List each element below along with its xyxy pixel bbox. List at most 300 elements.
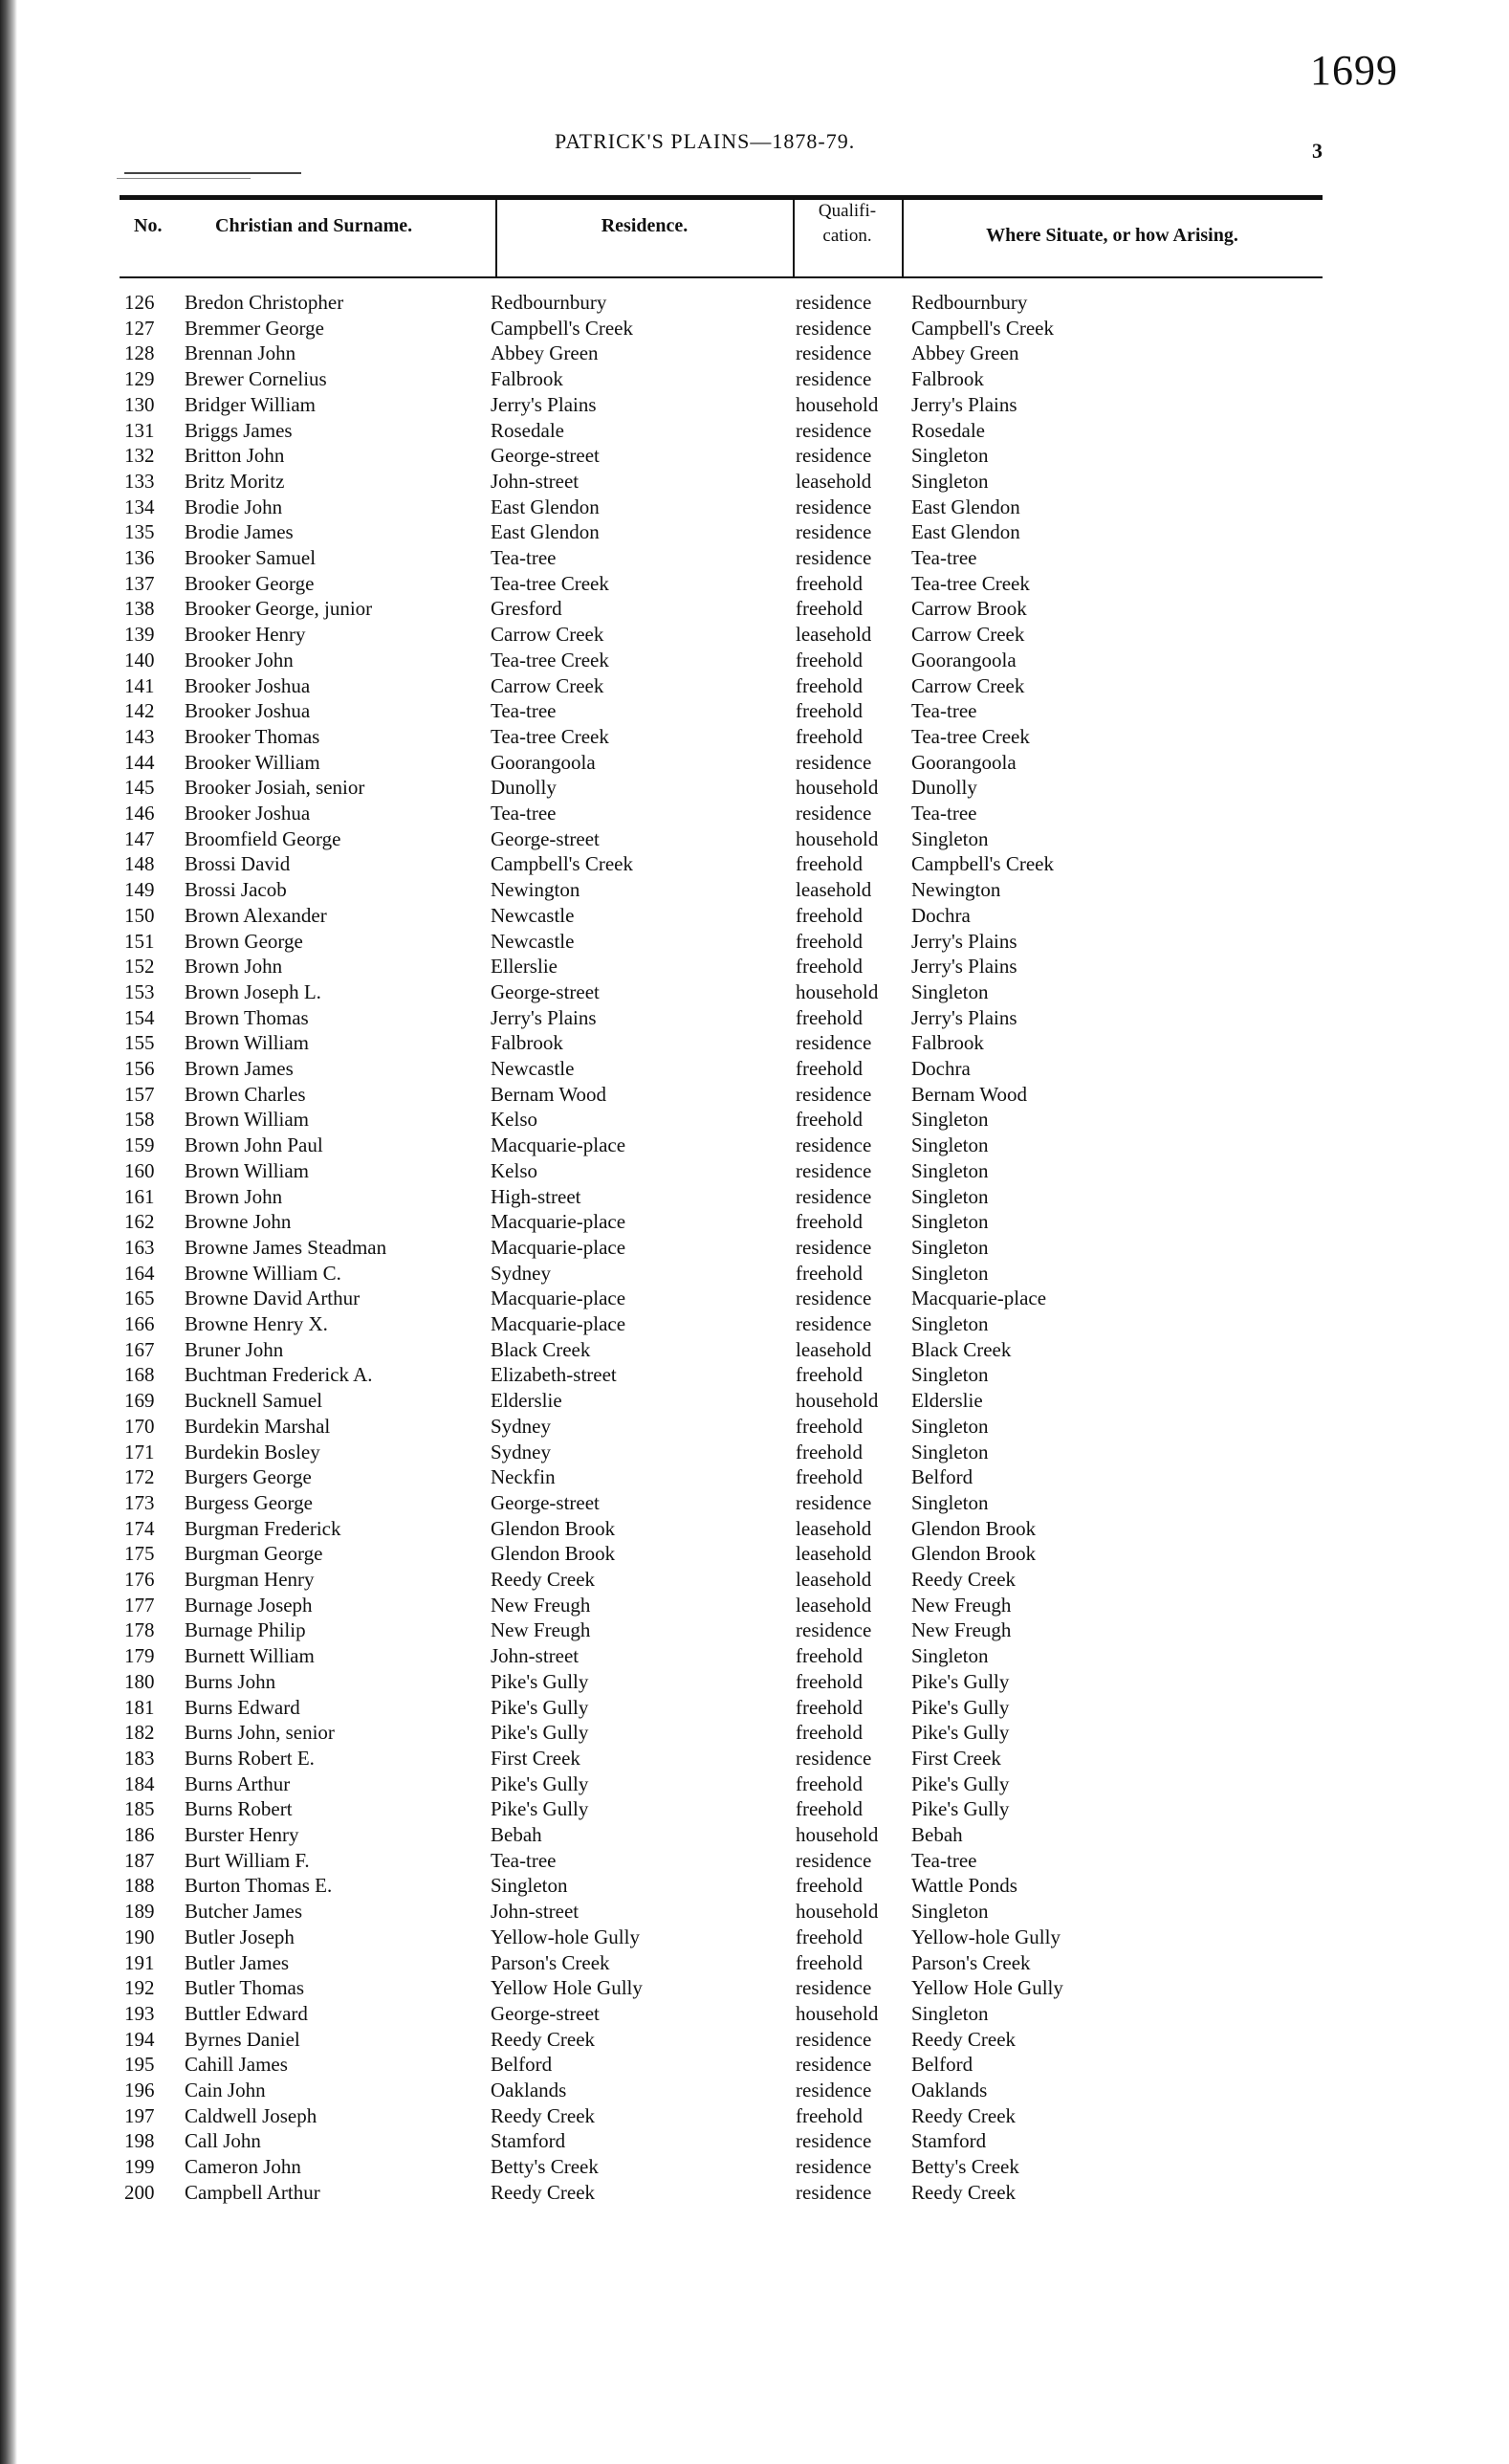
entry-qualification: residence [796,1082,872,1106]
page-number: 1699 [1310,47,1398,94]
entry-qualification: residence [796,2027,872,2051]
table-row [0,1261,1509,1286]
entry-name: Bridger William [185,392,316,416]
table-row [0,1464,1509,1489]
entry-name: Browne James Steadman [185,1235,387,1259]
entry-name: Burdekin Bosley [185,1440,320,1463]
table-row [0,1440,1509,1464]
entry-residence: Tea-tree [491,699,557,723]
entry-number: 138 [124,597,155,621]
entry-name: Brooker John [185,648,294,671]
entry-where-situate: Singleton [911,444,989,468]
entry-where-situate: Pike's Gully [911,1797,1010,1821]
entry-residence: Reedy Creek [491,1568,596,1591]
entry-where-situate: Tea-tree [911,699,977,723]
table-row [0,1209,1509,1234]
entry-residence: New Freugh [491,1593,591,1617]
entry-qualification: freehold [796,1797,863,1821]
entry-residence: Pike's Gully [491,1721,589,1745]
entry-qualification: residence [796,367,872,391]
entry-residence: Belford [491,2053,553,2077]
entry-residence: Kelso [491,1108,537,1132]
entry-where-situate: Singleton [911,1490,989,1514]
entry-residence: New Freugh [491,1618,591,1642]
table-row [0,1771,1509,1796]
table-row [0,1669,1509,1694]
entry-number: 147 [124,826,155,850]
entry-number: 142 [124,699,155,723]
entry-where-situate: East Glendon [911,495,1020,518]
entry-number: 134 [124,495,155,518]
entry-qualification: residence [796,444,872,468]
entry-qualification: residence [796,1312,872,1335]
entry-residence: Singleton [491,1874,568,1898]
entry-where-situate: Tea-tree [911,802,977,825]
entry-residence: Elizabeth-street [491,1363,617,1387]
entry-qualification: freehold [796,597,863,621]
table-row [0,2180,1509,2205]
entry-name: Cahill James [185,2053,288,2077]
entry-residence: Newcastle [491,929,575,953]
entry-residence: Oaklands [491,2079,567,2101]
table-row [0,1337,1509,1362]
table-row [0,1950,1509,1975]
entry-number: 150 [124,903,155,927]
table-row [0,1541,1509,1566]
entry-residence: Newcastle [491,1057,575,1080]
table-row [0,571,1509,596]
sheet-number: 3 [1312,139,1323,163]
table-row [0,1490,1509,1515]
entry-residence: John-street [491,1900,580,1924]
entry-name: Brown George [185,929,303,953]
table-row [0,1567,1509,1592]
entry-name: Browne William C. [185,1261,341,1285]
entry-number: 196 [124,2079,155,2101]
table-row [0,495,1509,519]
table-row [0,2027,1509,2052]
table-row [0,1107,1509,1132]
entry-residence: Macquarie-place [491,1287,626,1310]
entry-qualification: freehold [796,1771,863,1795]
entry-residence: Pike's Gully [491,1695,589,1719]
entry-residence: Macquarie-place [491,1210,626,1234]
table-row [0,392,1509,417]
entry-where-situate: Black Creek [911,1337,1012,1361]
entry-residence: Tea-tree Creek [491,648,609,671]
page-title: PATRICK'S PLAINS—1878-79. [555,129,856,153]
table-row [0,418,1509,443]
entry-residence: Dunolly [491,776,557,800]
entry-where-situate: Wattle Ponds [911,1874,1017,1898]
entry-residence: First Creek [491,1746,580,1770]
entry-qualification: residence [796,1490,872,1514]
entry-name: Brown John Paul [185,1133,323,1157]
entry-qualification: residence [796,2155,872,2179]
entry-where-situate: Singleton [911,1133,989,1157]
table-row [0,1235,1509,1260]
entry-qualification: residence [796,802,872,825]
entry-qualification: residence [796,1184,872,1208]
entry-name: Bucknell Samuel [185,1389,323,1413]
entry-where-situate: Elderslie [911,1389,983,1413]
entry-name: Brooker Joshua [185,673,311,697]
table-row [0,2052,1509,2077]
entry-where-situate: Stamford [911,2129,987,2153]
entry-name: Burgess George [185,1490,313,1514]
entry-number: 191 [124,1950,155,1974]
entry-name: Brown William [185,1031,310,1055]
entry-number: 173 [124,1490,155,1514]
entry-name: Brooker Josiah, senior [185,776,365,800]
entry-where-situate: Dochra [911,903,971,927]
entry-residence: East Glendon [491,520,600,544]
entry-number: 179 [124,1644,155,1668]
entry-qualification: household [796,1389,879,1413]
entry-number: 160 [124,1158,155,1182]
entry-number: 172 [124,1465,155,1489]
entry-qualification: residence [796,2079,872,2101]
entry-name: Burton Thomas E. [185,1874,333,1898]
entry-qualification: residence [796,1235,872,1259]
table-row [0,2001,1509,2026]
entry-name: Burns Robert [185,1797,293,1821]
entry-where-situate: Singleton [911,826,989,850]
entry-name: Byrnes Daniel [185,2027,300,2051]
entry-name: Butcher James [185,1900,303,1924]
entry-number: 186 [124,1823,155,1846]
entry-qualification: freehold [796,1465,863,1489]
entry-residence: Tea-tree Creek [491,571,609,595]
entry-qualification: freehold [796,1210,863,1234]
entry-name: Burnett William [185,1644,315,1668]
entry-qualification: freehold [796,648,863,671]
table-row [0,596,1509,621]
entry-where-situate: Pike's Gully [911,1721,1010,1745]
entry-number: 197 [124,2103,155,2127]
entry-name: Brooker William [185,750,320,774]
table-row [0,2128,1509,2153]
entry-name: Brodie James [185,520,294,544]
table-row [0,1848,1509,1873]
entry-name: Brooker Joshua [185,699,311,723]
entry-number: 200 [124,2180,155,2204]
entry-where-situate: Rosedale [911,418,985,442]
entry-name: Brooker Henry [185,623,306,647]
entry-where-situate: Falbrook [911,1031,984,1055]
entry-where-situate: Reedy Creek [911,2103,1017,2127]
table-row [0,698,1509,723]
entry-number: 126 [124,291,155,314]
entry-qualification: residence [796,418,872,442]
entry-where-situate: Tea-tree Creek [911,724,1030,748]
entry-number: 192 [124,1976,155,2000]
table-row [0,979,1509,1004]
table-row [0,290,1509,315]
table-row [0,1158,1509,1183]
table-row [0,1617,1509,1642]
entry-where-situate: Tea-tree [911,546,977,569]
entry-number: 171 [124,1440,155,1463]
entry-residence: Falbrook [491,1031,563,1055]
table-row [0,1184,1509,1209]
table-row [0,1695,1509,1720]
entry-name: Burns John, senior [185,1721,335,1745]
entry-name: Burster Henry [185,1823,299,1846]
entry-number: 136 [124,546,155,569]
table-row [0,622,1509,647]
entry-qualification: freehold [796,1440,863,1463]
entry-residence: George-street [491,826,600,850]
entry-where-situate: Campbell's Creek [911,316,1054,340]
entry-residence: Jerry's Plains [491,1005,597,1029]
entry-qualification: leasehold [796,1593,872,1617]
table-row [0,648,1509,672]
table-row [0,1056,1509,1081]
entry-residence: Jerry's Plains [491,392,597,416]
entry-where-situate: Singleton [911,469,989,493]
entry-number: 139 [124,623,155,647]
entry-number: 146 [124,802,155,825]
header-residence: Residence. [601,215,689,236]
entry-qualification: freehold [796,955,863,979]
table-row [0,673,1509,698]
entry-where-situate: Singleton [911,979,989,1003]
entry-qualification: freehold [796,1669,863,1693]
entry-qualification: freehold [796,1721,863,1745]
entry-qualification: freehold [796,852,863,876]
table-row [0,775,1509,800]
entry-where-situate: Jerry's Plains [911,929,1017,953]
entry-residence: George-street [491,1490,600,1514]
entry-residence: Reedy Creek [491,2027,596,2051]
entry-qualification: freehold [796,1950,863,1974]
entry-where-situate: Singleton [911,1158,989,1182]
entry-qualification: freehold [796,1925,863,1948]
entry-residence: Reedy Creek [491,2180,596,2204]
entry-where-situate: Goorangoola [911,750,1017,774]
entry-qualification: residence [796,1287,872,1310]
table-row [0,954,1509,979]
entry-residence: Redbournbury [491,291,607,314]
table-row [0,2078,1509,2102]
entry-number: 194 [124,2027,155,2051]
entry-number: 162 [124,1210,155,1234]
entry-name: Burt William F. [185,1848,310,1872]
entry-name: Brown John [185,1184,283,1208]
entry-qualification: household [796,2001,879,2025]
entry-number: 148 [124,852,155,876]
entry-name: Brooker Joshua [185,802,311,825]
entry-name: Brown John [185,955,283,979]
header-no: No. [134,215,163,236]
entry-name: Burgman George [185,1542,323,1566]
entry-residence: Rosedale [491,418,564,442]
entry-number: 184 [124,1771,155,1795]
entry-name: Brooker Thomas [185,724,320,748]
entry-name: Brown James [185,1057,294,1080]
entry-qualification: freehold [796,2103,863,2127]
entry-residence: Macquarie-place [491,1133,626,1157]
entry-residence: Gresford [491,597,562,621]
table-row [0,851,1509,876]
entry-number: 168 [124,1363,155,1387]
entry-residence: Tea-tree [491,1848,557,1872]
entry-name: Brown William [185,1158,310,1182]
entry-number: 127 [124,316,155,340]
entry-where-situate: Jerry's Plains [911,392,1017,416]
entry-name: Browne David Arthur [185,1287,361,1310]
entry-where-situate: Reedy Creek [911,2180,1017,2204]
entry-number: 158 [124,1108,155,1132]
entry-residence: Neckfin [491,1465,556,1489]
entry-name: Browne Henry X. [185,1312,328,1335]
entry-residence: Stamford [491,2129,566,2153]
entry-residence: Macquarie-place [491,1235,626,1259]
entry-where-situate: Singleton [911,1235,989,1259]
entry-name: Brooker George [185,571,315,595]
entry-number: 141 [124,673,155,697]
entry-name: Cameron John [185,2155,301,2179]
entry-number: 131 [124,418,155,442]
entry-residence: George-street [491,444,600,468]
entry-number: 143 [124,724,155,748]
entry-qualification: residence [796,1746,872,1770]
entry-residence: Carrow Creek [491,623,604,647]
entry-name: Brossi Jacob [185,878,287,902]
entry-number: 135 [124,520,155,544]
entry-qualification: freehold [796,1644,863,1668]
column-divider [793,195,795,276]
entry-number: 155 [124,1031,155,1055]
entry-number: 170 [124,1414,155,1438]
table-row [0,443,1509,468]
entry-where-situate: Pike's Gully [911,1771,1010,1795]
entry-qualification: freehold [796,929,863,953]
entry-name: Brewer Cornelius [185,367,327,391]
entry-qualification: leasehold [796,1568,872,1591]
entry-number: 132 [124,444,155,468]
entry-residence: Yellow-hole Gully [491,1925,640,1948]
entry-number: 159 [124,1133,155,1157]
entry-where-situate: Macquarie-place [911,1287,1047,1310]
entry-where-situate: Redbournbury [911,291,1028,314]
table-row [0,469,1509,494]
entry-residence: Campbell's Creek [491,316,633,340]
entry-qualification: leasehold [796,469,872,493]
entry-qualification: freehold [796,1874,863,1898]
entry-number: 198 [124,2129,155,2153]
entry-where-situate: Singleton [911,1363,989,1387]
entry-residence: Falbrook [491,367,563,391]
entry-qualification: residence [796,2180,872,2204]
entry-qualification: residence [796,2053,872,2077]
entry-where-situate: Belford [911,2053,973,2077]
entry-qualification: freehold [796,699,863,723]
entry-where-situate: Tea-tree Creek [911,571,1030,595]
entry-number: 156 [124,1057,155,1080]
entry-qualification: household [796,979,879,1003]
entry-where-situate: Carrow Brook [911,597,1027,621]
entry-qualification: freehold [796,571,863,595]
entry-qualification: freehold [796,1057,863,1080]
entry-qualification: residence [796,546,872,569]
entry-where-situate: Yellow Hole Gully [911,1976,1063,2000]
entry-where-situate: Parson's Creek [911,1950,1031,1974]
entry-number: 167 [124,1337,155,1361]
entry-name: Call John [185,2129,261,2153]
entry-number: 140 [124,648,155,671]
entry-number: 154 [124,1005,155,1029]
table-row [0,724,1509,749]
entry-residence: Goorangoola [491,750,596,774]
entry-where-situate: Singleton [911,1414,989,1438]
entry-name: Burns Edward [185,1695,300,1719]
entry-number: 166 [124,1312,155,1335]
entry-qualification: household [796,776,879,800]
entry-qualification: freehold [796,1005,863,1029]
entry-qualification: residence [796,1158,872,1182]
entry-name: Broomfield George [185,826,341,850]
header-qualification: Qualifi- cation. [818,201,877,246]
entry-name: Butler Thomas [185,1976,305,2000]
table-row [0,2154,1509,2179]
table-row [0,1593,1509,1617]
entry-qualification: freehold [796,1108,863,1132]
entry-residence: Kelso [491,1158,537,1182]
entry-residence: Black Creek [491,1337,591,1361]
entry-where-situate: Yellow-hole Gully [911,1925,1061,1948]
entry-where-situate: Singleton [911,2001,989,2025]
entry-name: Brown William [185,1108,310,1132]
entry-qualification: freehold [796,1695,863,1719]
entry-residence: Pike's Gully [491,1797,589,1821]
entry-number: 180 [124,1669,155,1693]
entry-residence: Glendon Brook [491,1542,616,1566]
entry-name: Bredon Christopher [185,291,344,314]
entry-where-situate: Pike's Gully [911,1695,1010,1719]
entry-qualification: leasehold [796,623,872,647]
entry-qualification: leasehold [796,1516,872,1540]
entry-name: Buttler Edward [185,2001,308,2025]
entry-qualification: freehold [796,903,863,927]
entry-residence: Sydney [491,1414,551,1438]
entry-name: Butler James [185,1950,290,1974]
scratch-mark [124,172,301,174]
table-row [0,801,1509,825]
header-name: Christian and Surname. [215,215,413,236]
entry-name: Campbell Arthur [185,2180,320,2204]
entry-where-situate: Singleton [911,1312,989,1335]
entry-residence: Pike's Gully [491,1771,589,1795]
entry-where-situate: Singleton [911,1210,989,1234]
entry-name: Brown Joseph L. [185,979,321,1003]
entry-qualification: residence [796,1618,872,1642]
entry-number: 153 [124,979,155,1003]
entry-name: Brooker George, junior [185,597,373,621]
table-row [0,929,1509,954]
entry-residence: George-street [491,979,600,1003]
entry-where-situate: Campbell's Creek [911,852,1054,876]
entry-number: 195 [124,2053,155,2077]
entry-qualification: leasehold [796,1337,872,1361]
entry-where-situate: Dunolly [911,776,977,800]
entry-where-situate: Jerry's Plains [911,955,1017,979]
entry-number: 199 [124,2155,155,2179]
table-row [0,877,1509,902]
entry-qualification: freehold [796,1261,863,1285]
entry-residence: Sydney [491,1440,551,1463]
